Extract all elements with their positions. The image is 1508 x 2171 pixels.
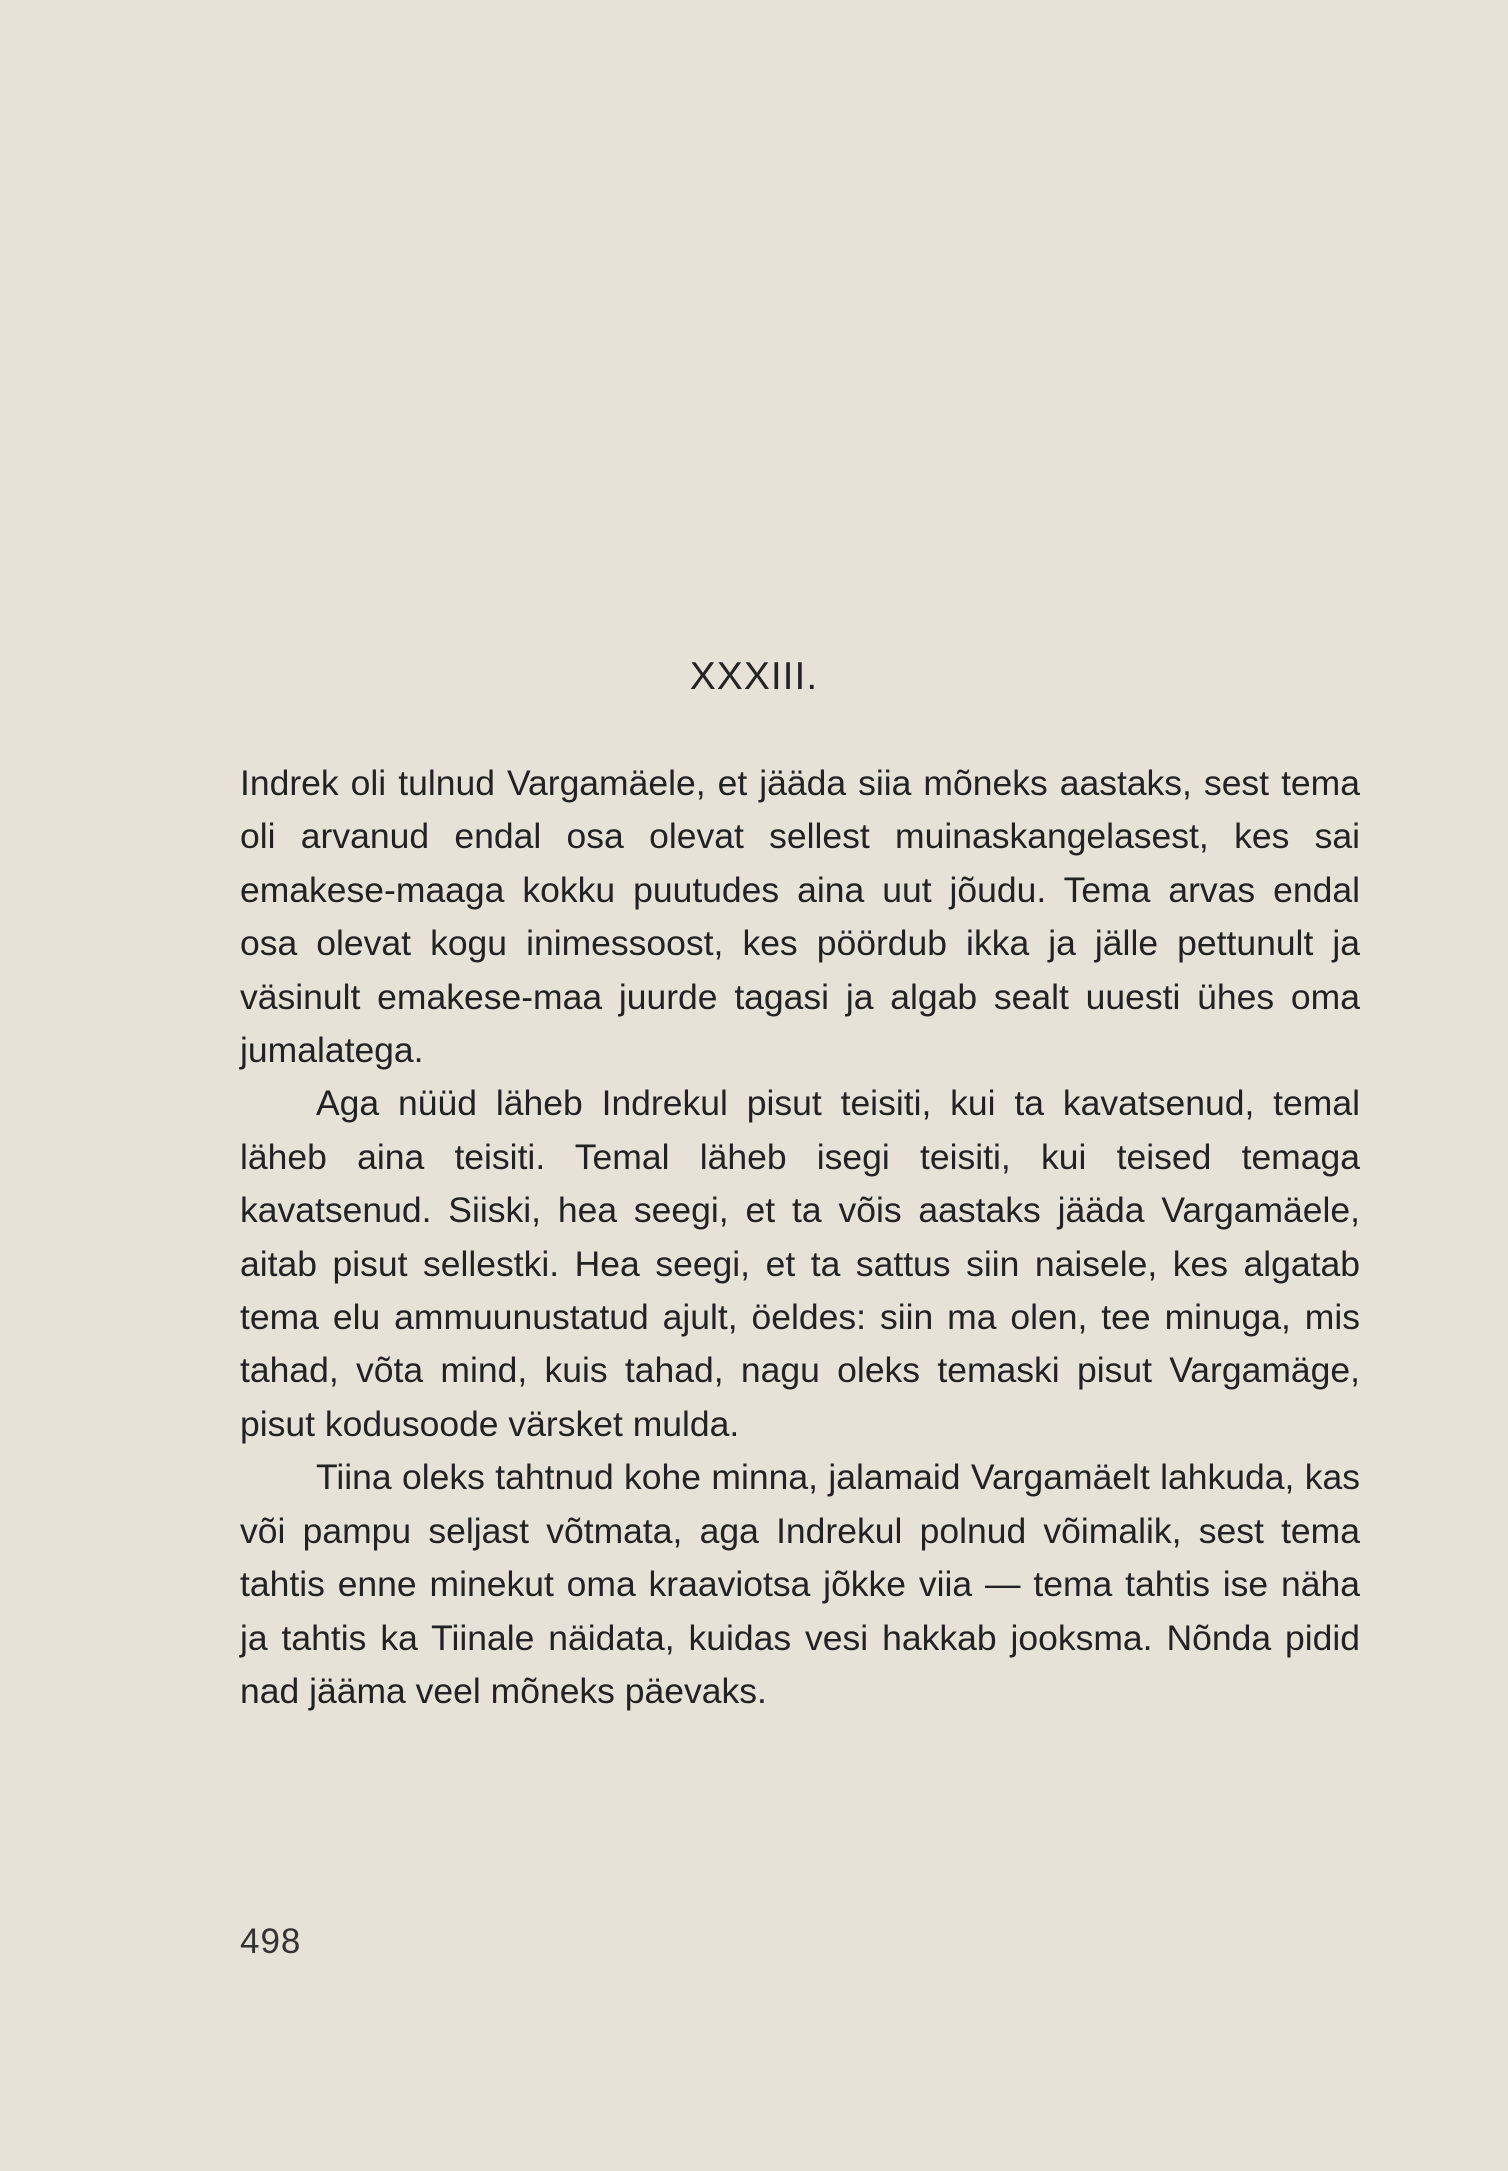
chapter-title: XXXIII. [689, 655, 819, 698]
paragraph: Indrek oli tulnud Vargamäele, et jääda siia mõneks aastaks, sest tema oli arvanud endal osa olevat sellest muinaskangelasest, kes sai emakese-maaga kokku puutudes aina uut jõudu. Tema arvas endal osa olevat kogu inimessoost, kes pöördub ikka ja jälle pettunult ja väsinult emakese-maa juurde tagasi ja algab sealt uuesti ühes oma jumalatega. [240, 763, 1360, 1071]
paragraph: Aga nüüd läheb Indrekul pisut teisiti, kui ta kavatsenud, temal läheb aina teisiti. Temal läheb isegi teisiti, kui teised temaga kavatsenud. Siiski, hea seegi, et ta võis aastaks jääda Vargamäele, aitab pisut sellestki. Hea seegi, et ta sattus siin naisele, kes algatab tema elu ammuunustatud ajult, öeldes: siin ma olen, tee minuga, mis tahad, võta mind, kuis tahad, nagu oleks temaski pisut Vargamäge, pisut kodusoode värsket mulda. [240, 1083, 1360, 1444]
body-text [240, 757, 1360, 1718]
paragraph: Tiina oleks tahtnud kohe minna, jalamaid Vargamäelt lahkuda, kas või pampu seljast võtmata, aga Indrekul polnud võimalik, sest tema tahtis enne minekut oma kraaviotsa jõkke viia — tema tahtis ise näha ja tahtis ka Tiinale näidata, kuidas vesi hakkab jooksma. Nõnda pidid nad jääma veel mõneks päevaks. [240, 1457, 1360, 1711]
page-number: 498 [240, 1922, 302, 1961]
